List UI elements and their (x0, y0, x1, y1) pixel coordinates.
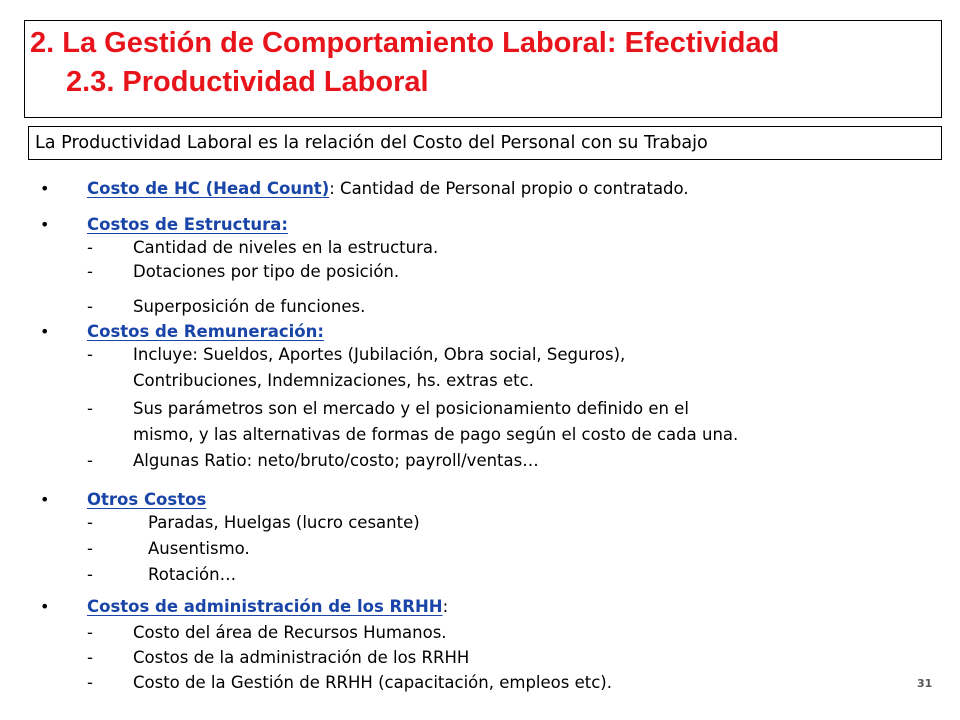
list-item-text: Incluye: Sueldos, Aportes (Jubilación, Obra social, Seguros), (133, 345, 626, 364)
slide-title: 2. La Gestión de Comportamiento Laboral: Efectividad (30, 27, 780, 59)
list-item-text: Algunas Ratio: neto/bruto/costo; payroll/ventas… (133, 451, 539, 470)
bullet-dot: • (40, 490, 50, 509)
section-heading-tail: : (442, 597, 449, 616)
section-heading: Costo de HC (Head Count) (87, 179, 330, 198)
list-item-text: Costo del área de Recursos Humanos. (133, 623, 447, 642)
bullet-dot: • (40, 597, 50, 616)
section-heading: Otros Costos (87, 490, 207, 509)
bullet-dot: • (40, 179, 50, 198)
list-item-text: Paradas, Huelgas (lucro cesante) (148, 513, 420, 532)
section-heading: Costos de Estructura: (87, 215, 288, 234)
page-number: 31 (917, 677, 933, 690)
item-dash: - (87, 297, 93, 316)
item-dash: - (87, 345, 93, 364)
list-item-text: Costo de la Gestión de RRHH (capacitación, empleos etc). (133, 673, 612, 692)
item-dash: - (87, 451, 93, 470)
item-dash: - (87, 648, 93, 667)
bullet-dot: • (40, 215, 50, 234)
list-item-text: Costos de la administración de los RRHH (133, 648, 470, 667)
list-item-text: Sus parámetros son el mercado y el posicionamiento definido en el (133, 399, 689, 418)
section-heading-line (87, 491, 206, 510)
list-item-text: mismo, y las alternativas de formas de pago según el costo de cada una. (133, 425, 739, 444)
title-box (24, 20, 942, 118)
section-heading-tail: : Cantidad de Personal propio o contratado. (329, 179, 689, 198)
section-heading: Costos de Remuneración: (87, 322, 324, 341)
list-item-text: Superposición de funciones. (133, 297, 366, 316)
section-heading-line (87, 598, 448, 617)
section-heading-line (87, 323, 324, 342)
list-item-text: Ausentismo. (148, 539, 250, 558)
list-item-text: Cantidad de niveles en la estructura. (133, 238, 439, 257)
list-item-text: Contribuciones, Indemnizaciones, hs. extras etc. (133, 371, 534, 390)
item-dash: - (87, 565, 93, 584)
section-heading: Costos de administración de los RRHH (87, 597, 443, 616)
list-item-text: Dotaciones por tipo de posición. (133, 262, 400, 281)
slide-subtitle-heading: 2.3. Productividad Laboral (66, 66, 429, 98)
item-dash: - (87, 539, 93, 558)
definition-box (28, 126, 942, 160)
section-heading-line (87, 180, 689, 199)
item-dash: - (87, 623, 93, 642)
item-dash: - (87, 513, 93, 532)
bullet-dot: • (40, 322, 50, 341)
item-dash: - (87, 673, 93, 692)
item-dash: - (87, 238, 93, 257)
item-dash: - (87, 399, 93, 418)
definition-text: La Productividad Laboral es la relación del Costo del Personal con su Trabajo (35, 133, 708, 153)
list-item-text: Rotación… (148, 565, 237, 584)
item-dash: - (87, 262, 93, 281)
section-heading-line (87, 216, 288, 235)
